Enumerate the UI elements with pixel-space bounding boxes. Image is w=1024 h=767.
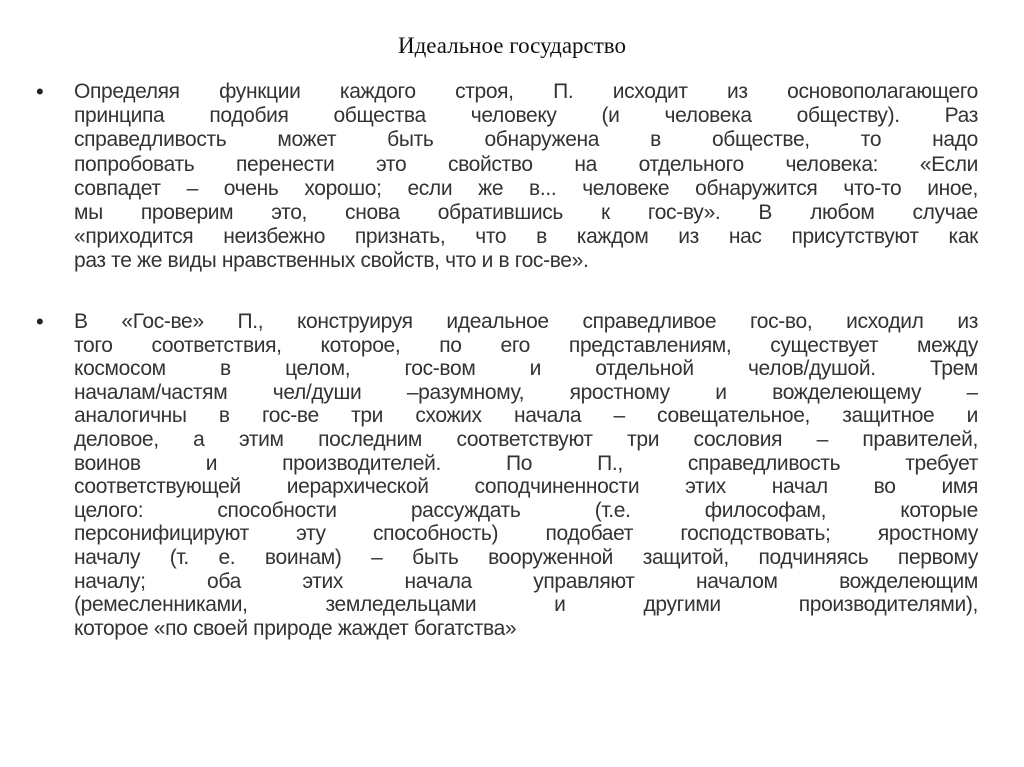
text-line: целого: способности рассуждать (т.е. философам, которые (74, 498, 978, 522)
bullet-icon: • (36, 309, 44, 334)
text-line: В «Гос-ве» П., конструируя идеальное справедливое гос-во, исходил из (74, 310, 978, 333)
text-line: соответствующей иерархической соподчиненности этих начал во имя (74, 475, 978, 499)
text-line: принципа подобия общества человеку (и человека обществу). Раз (74, 104, 978, 128)
text-line: того соответствия, которое, по его представлениям, существует между (74, 333, 978, 357)
bullet-icon: • (36, 79, 44, 104)
text-line: попробовать перенести это свойство на отдельного человека: «Если (74, 152, 978, 176)
text-line: началу (т. е. воинам) – быть вооруженной защитой, подчиняясь первому (74, 545, 978, 569)
text-line: «приходится неизбежно признать, что в каждом из нас присутствуют как (74, 225, 978, 249)
text-line: началам/частям чел/души –разумному, яростному и вожделеющему – (74, 380, 978, 404)
text-line: деловое, а этим последним соответствуют три сословия – правителей, (74, 427, 978, 451)
text-line: мы проверим это, снова обратившись к гос-ву». В любом случае (74, 200, 978, 224)
text-line: справедливость может быть обнаружена в обществе, то надо (74, 128, 978, 152)
text-line: персонифицируют эту способность) подобает господствовать; яростному (74, 522, 978, 546)
text-line: началу; оба этих начала управляют началом вожделеющим (74, 569, 978, 593)
paragraph-1 (74, 80, 978, 274)
text-line: воинов и производителей. По П., справедливость требует (74, 451, 978, 475)
text-line: совпадет – очень хорошо; если же в... человеке обнаружится что-то иное, (74, 176, 978, 200)
text-line: аналогичны в гос-ве три схожих начала – совещательное, защитное и (74, 404, 978, 428)
text-line: раз те же виды нравственных свойств, что и в гос-ве». (74, 249, 589, 273)
text-line: которое «по своей природе жаждет богатства» (74, 616, 517, 640)
text-line: Определяя функции каждого строя, П. исходит из основополагающего (74, 80, 978, 103)
paragraph-2 (74, 310, 978, 640)
slide-title: Идеальное государство (398, 33, 626, 58)
text-line: космосом в целом, гос-вом и отдельной челов/душой. Трем (74, 357, 978, 381)
text-line: (ремесленниками, земледельцами и другими производителями), (74, 593, 978, 617)
